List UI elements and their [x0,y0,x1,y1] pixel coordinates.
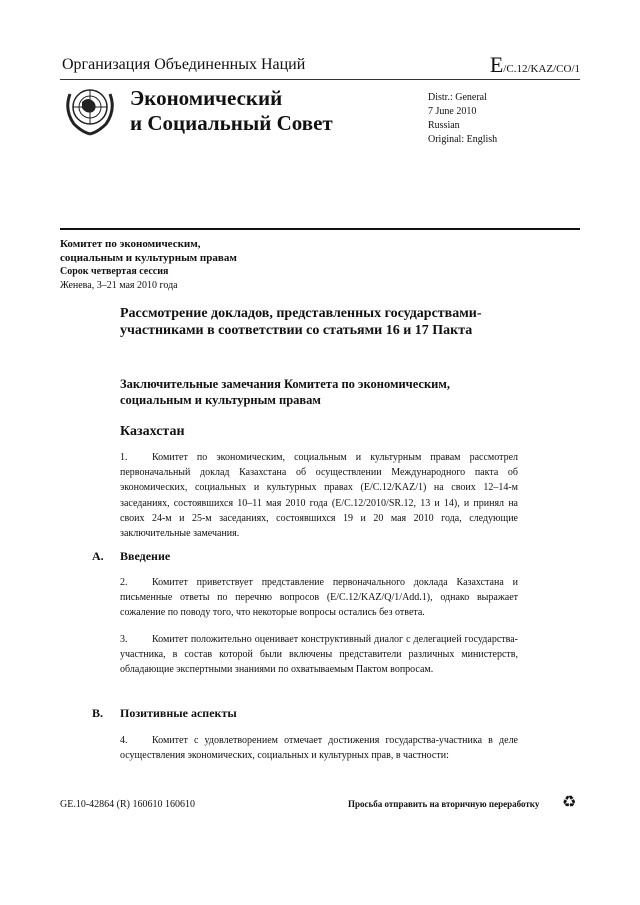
language-line: Russian [428,120,460,131]
date-line: 7 June 2010 [428,106,477,117]
paragraph-number: 4. [120,735,128,746]
section-letter: B. [92,706,104,720]
sub-title: Заключительные замечания Комитета по экономическим, социальным и культурным правам [120,377,451,407]
paragraph-text: Комитет с удовлетворением отмечает достижения государства-участника в деле осуществления экономических, социальных и культурных прав, в частности: [120,735,518,762]
committee-block [60,237,237,293]
paragraph-number: 3. [120,634,128,645]
section-a-heading [92,549,170,564]
paragraph-text: Комитет по экономическим, социальным и культурным правам рассмотрел первоначальный доклад Казахстана об осуществлении Международного пакта об экономических, социальных и культурных правах (E/C.12/KAZ/1) на своих 12–14-м заседаниях, состоявшихся 10–11 мая 2010 года (E/C.12/2010/SR.12, 13 и 14), и принял на своих 24-м и 25-м заседаниях, состоявшихся 19 и 20 мая 2010 года, следующие заключительные замечания. [120,452,518,540]
section-title: Введение [120,549,171,563]
header-thick-rule [60,228,580,230]
header-rule [60,79,580,80]
organization-name: Организация Объединенных Наций [62,56,306,73]
section-b-heading [92,706,237,721]
committee-line-1: Комитет по экономическим, [60,238,201,250]
symbol-letter: E [489,52,504,77]
original-language-line: Original: English [428,134,498,145]
paragraph-4 [120,733,518,763]
recycle-icon: ♻ [562,794,577,811]
council-line-2: и Социальный Совет [130,111,333,135]
distribution-info [428,91,497,147]
paragraph-text: Комитет положительно оценивает конструктивный диалог с делегацией государства-участника, в состав которой были включены представители различных министерств, обладающие экспертными знаниями по охватываемым Пактом вопросам. [120,634,518,676]
section-letter: A. [92,549,104,563]
symbol-rest: /C.12/KAZ/CO/1 [503,63,580,75]
paragraph-text: Комитет приветствует представление первоначального доклада Казахстана и письменные ответы по перечню вопросов (E/C.12/KAZ/Q/1/Add.1), однако выражает сожаление по поводу того, что некоторые вопросы остались без ответа. [120,577,518,619]
document-symbol [490,52,580,78]
recycle-note: Просьба отправить на вторичную переработку [348,799,540,809]
paragraph-3 [120,632,518,678]
paragraph-number: 1. [120,452,128,463]
job-number: GE.10-42864 (R) 160610 160610 [60,799,195,810]
country-heading: Казахстан [120,424,185,439]
main-title: Рассмотрение докладов, представленных государствами-участниками в соответствии со статьями 16 и 17 Пакта [120,306,482,338]
paragraph-2 [120,575,518,621]
council-name [130,86,333,136]
committee-line-2: социальным и культурным правам [60,252,237,264]
un-emblem-icon [62,82,118,136]
paragraph-number: 2. [120,577,128,588]
council-line-1: Экономический [130,86,283,110]
distr-line: Distr.: General [428,92,487,103]
session: Сорок четвертая сессия [60,266,169,277]
place-date: Женева, 3–21 мая 2010 года [60,280,178,291]
paragraph-1 [120,450,518,541]
section-title: Позитивные аспекты [120,706,237,720]
